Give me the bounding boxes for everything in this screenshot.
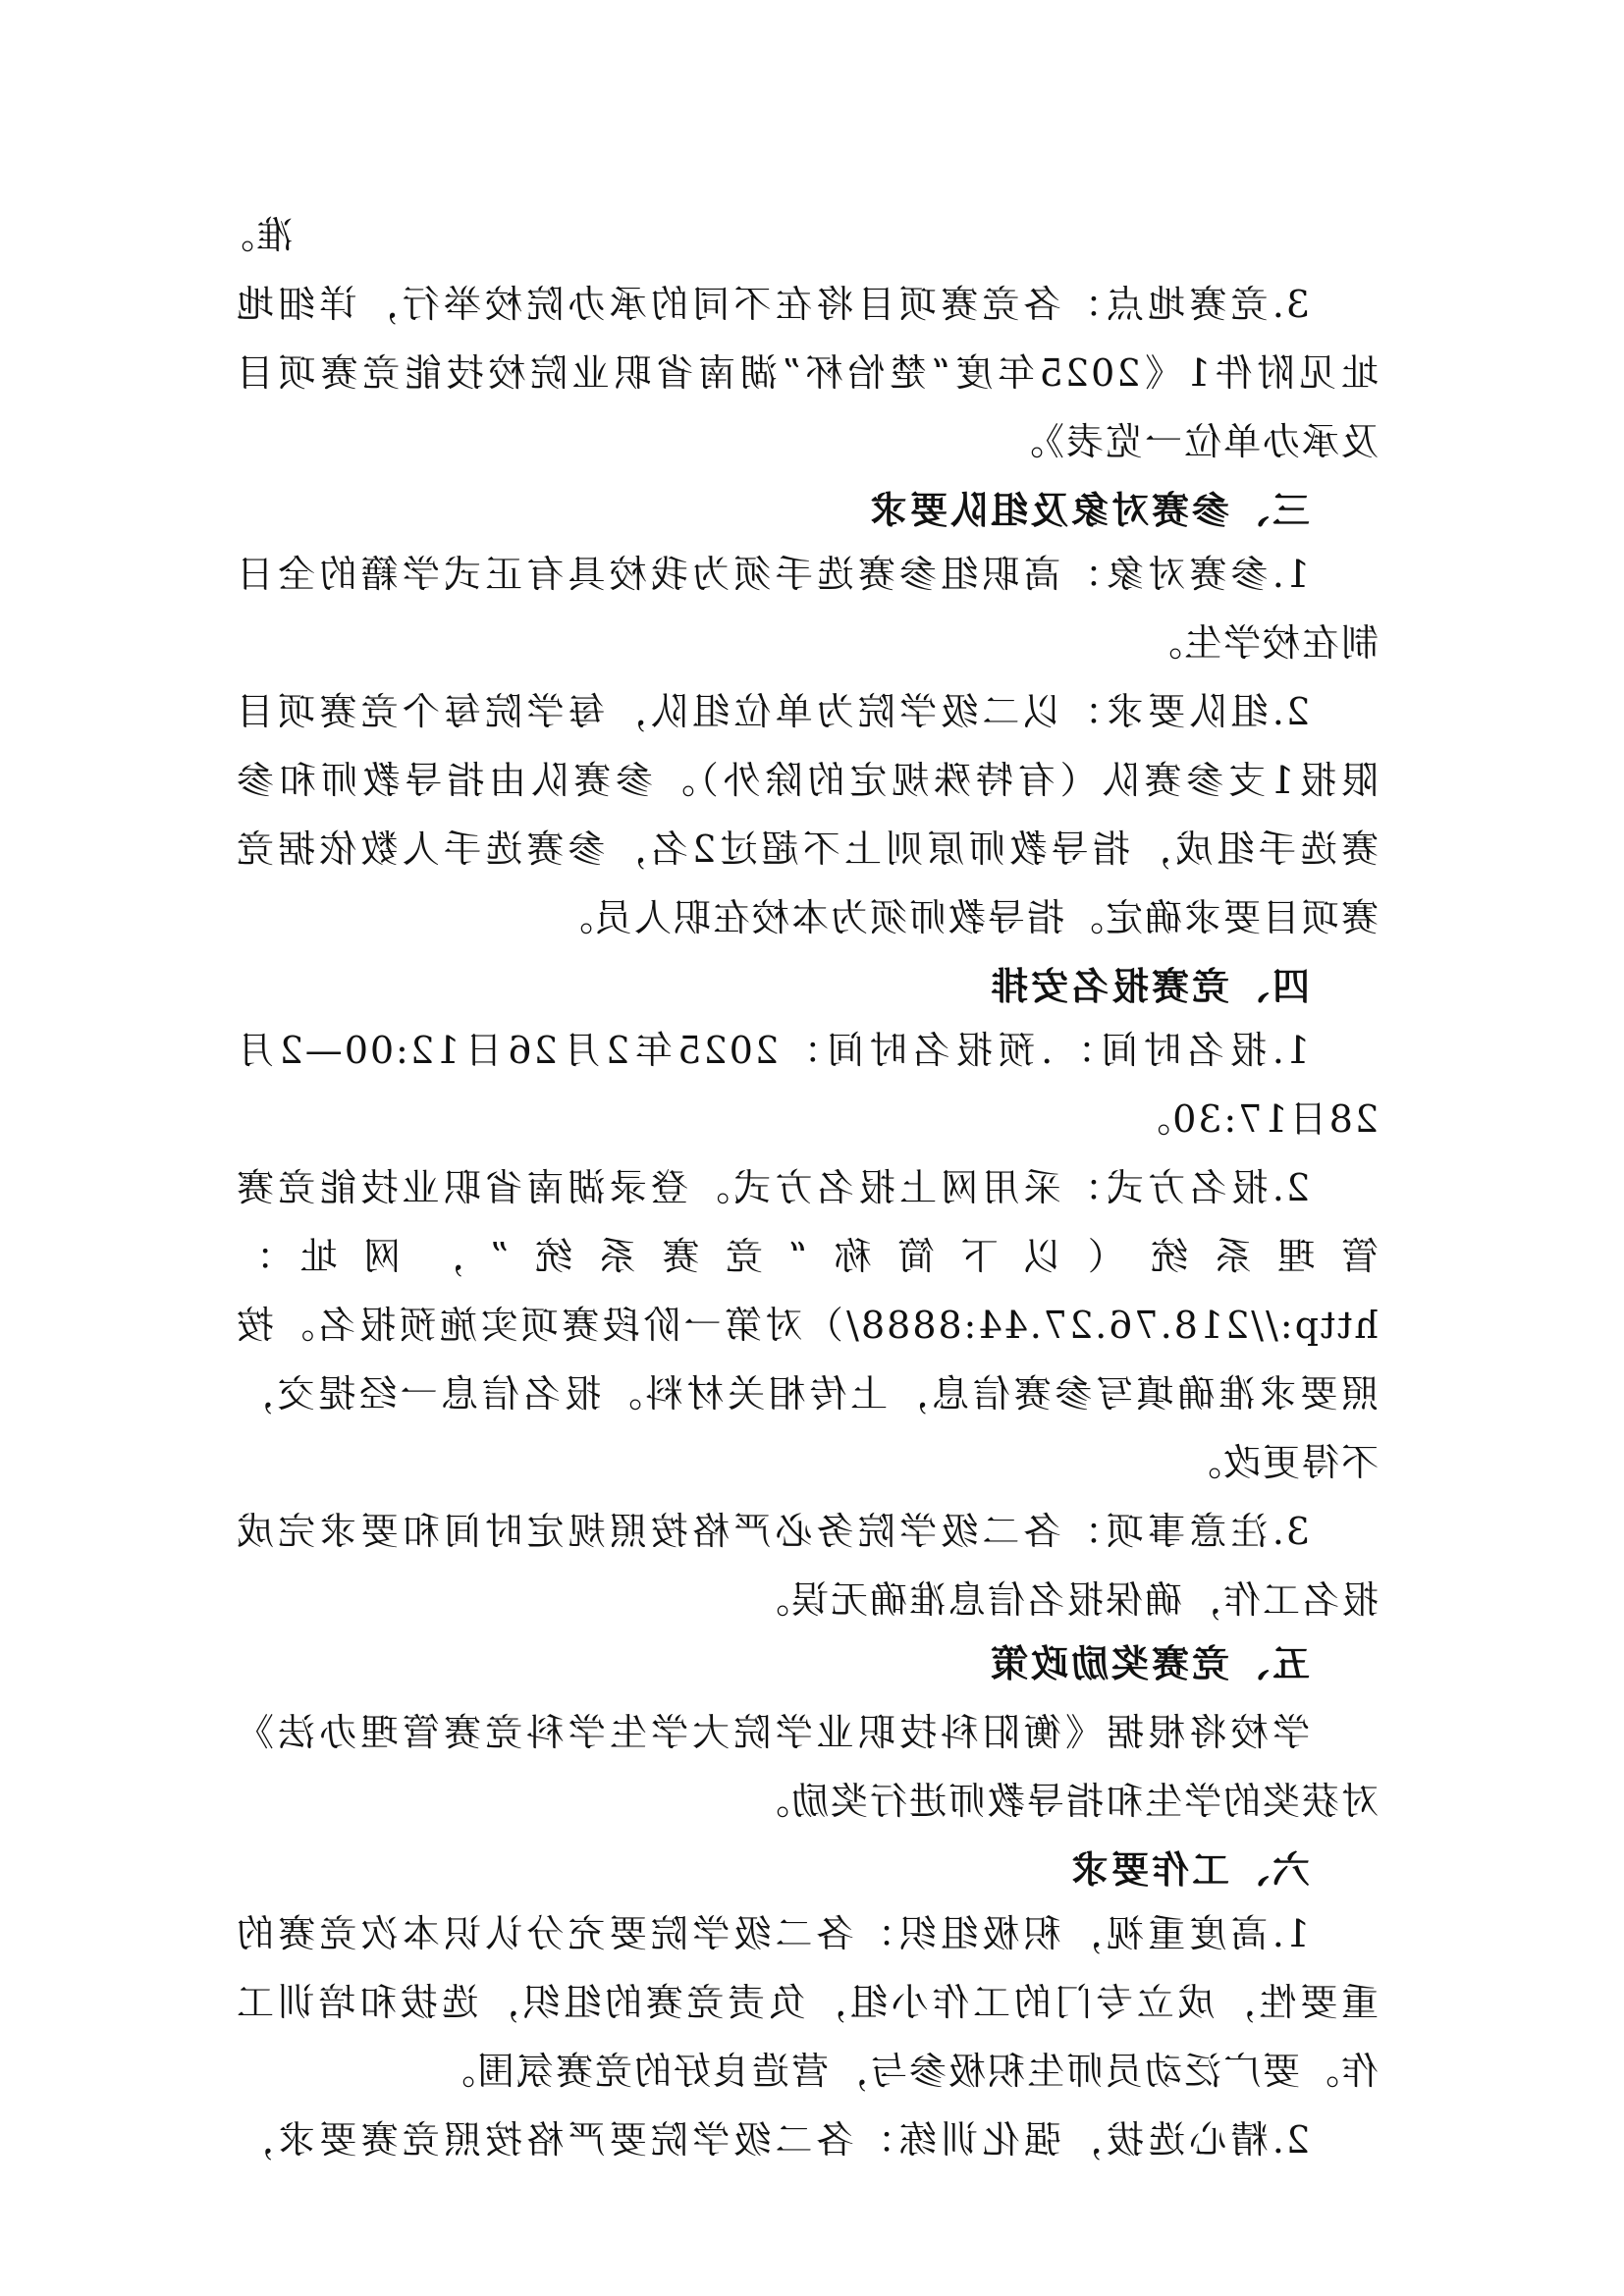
work-requirement-line-1: 1.高度重视，积极组织：各二级学院要充分认识本次竞赛的 bbox=[235, 1912, 1310, 1955]
notes-line-2: 报名工作，确保报名信息准确无误。 bbox=[749, 1578, 1379, 1622]
section-heading-rewards: 五、竞赛奖励政策 bbox=[987, 1642, 1310, 1685]
registration-url-line: http://218.76.27.44:8888/）对第一阶段赛项实施预报名。按 bbox=[235, 1304, 1379, 1347]
work-requirement-line-3: 作。要广泛动员师生积极参与，营造良好的竞赛氛围。 bbox=[435, 2050, 1379, 2093]
team-requirements-line-1: 2.组队要求：以二级学院为单位组队，每学院每个竞赛项目 bbox=[235, 690, 1310, 733]
paragraph-ending-line: 准。 bbox=[214, 214, 294, 257]
section-heading-participants: 三、参赛对象及组队要求 bbox=[866, 489, 1310, 532]
work-requirement-line-2: 重要性，成立专门的工作小组，负责竞赛的组织，选拔和培训工 bbox=[235, 1981, 1379, 2024]
work-requirement-line-4: 2.精心选拔，强化训练：各二级学院要严格按照竞赛要求， bbox=[235, 2118, 1310, 2162]
registration-method-line-4: 照要求准确填写参赛信息，上传相关材料。报名信息一经提交， bbox=[235, 1372, 1379, 1415]
rewards-line-2: 对获奖的学生和指导教师进行奖励。 bbox=[749, 1780, 1379, 1823]
section-heading-registration: 四、竞赛报名安排 bbox=[987, 965, 1310, 1008]
competition-location-line-1: 3.竞赛地点：各竞赛项目将在不同的承办院校举行，详细地 bbox=[235, 283, 1310, 326]
team-requirements-line-3: 赛选手组成，指导教师原则上不超过2名，参赛选手人数依据竞 bbox=[235, 828, 1379, 871]
registration-method-line-5: 不得更改。 bbox=[1181, 1441, 1379, 1484]
registration-time-line-2: 28日17:30。 bbox=[1131, 1097, 1379, 1141]
team-requirements-line-2: 限报1支参赛队（有特殊规定的除外）。参赛队由指导教师和参 bbox=[235, 759, 1379, 802]
participants-line-1: 1.参赛对象：高职组参赛选手须为我校具有正式学籍的全日 bbox=[235, 553, 1310, 596]
competition-location-line-3: 及承办单位一览表》。 bbox=[1003, 420, 1379, 463]
section-heading-work-requirements: 六、工作要求 bbox=[1067, 1848, 1310, 1892]
team-requirements-line-4: 赛项目要求确定。指导教师须为本校在职人员。 bbox=[553, 896, 1379, 939]
registration-time-line-1: 1.报名时间：.预报名时间：2025年2月26日12:00—2月 bbox=[235, 1029, 1310, 1072]
registration-method-line-1: 2.报名方式：采用网上报名方式。登录湖南省职业技能竞赛 bbox=[235, 1166, 1310, 1209]
notes-line-1: 3.注意事项：各二级学院务必严格按照规定时间和要求完成 bbox=[235, 1510, 1310, 1553]
competition-location-line-2: 址见附件1《2025年度“楚怡杯”湖南省职业院校技能竞赛项目 bbox=[235, 351, 1379, 395]
registration-method-line-2: 管理系统（以下简称“竞赛系统”，网址： bbox=[235, 1235, 1379, 1278]
rewards-line-1: 学校将根据《衡阳科技职业学院大学生学科竞赛管理办法》 bbox=[235, 1711, 1310, 1754]
participants-line-2: 制在校学生。 bbox=[1142, 621, 1379, 665]
